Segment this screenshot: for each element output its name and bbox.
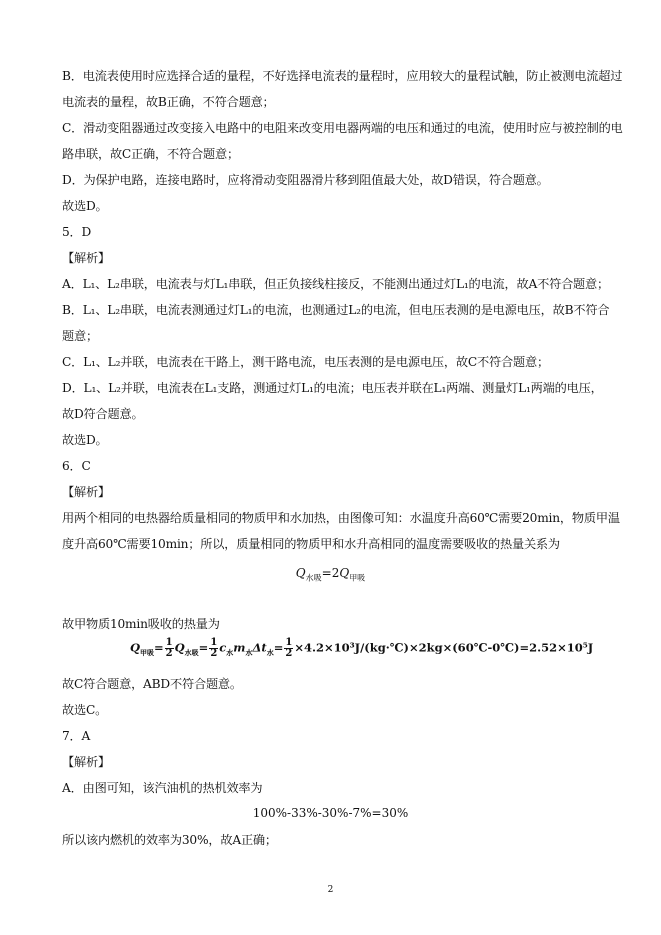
analysis-heading: 【解析】 <box>62 485 110 499</box>
equation-heat-relation: $Q_{水吸}=2Q_{甲吸}$ <box>295 566 366 583</box>
text-line: 故选D。 <box>62 199 108 213</box>
text-line: 题意； <box>62 329 98 343</box>
analysis-heading: 【解析】 <box>62 755 110 769</box>
text-line: C．L₁、L₂并联，电流表在干路上，测干路电流，电压表测的是电源电压，故C不符合题意； <box>62 355 549 369</box>
text-line: 所以该内燃机的效率为30%，故A正确； <box>62 833 277 847</box>
text-line: 故选C。 <box>62 703 108 717</box>
question-answer: 6．C <box>62 459 91 473</box>
text-line: 路串联，故C正确，不符合题意； <box>62 147 239 161</box>
text-line: B．电流表使用时应选择合适的量程，不好选择电流表的量程时，应用较大的量程试触，防止被测电流超过 <box>62 69 623 83</box>
text-line: B．L₁、L₂串联，电流表测通过灯L₁的电流，也测通过L₂的电流，但电压表测的是电源电压，故B不符合 <box>62 303 610 317</box>
page-number: 2 <box>327 885 334 895</box>
text-line: D．L₁、L₂并联，电流表在L₁支路，测通过灯L₁的电流；电压表并联在L₁两端、测量灯L₁两端的电压， <box>62 381 603 395</box>
text-line: 用两个相同的电热器给质量相同的物质甲和水加热，由图像可知：水温度升高60℃需要20min，物质甲温 <box>62 511 620 525</box>
equation-efficiency: 100%-33%-30%-7%=30% <box>252 806 409 820</box>
question-answer: 7．A <box>62 729 91 743</box>
text-line: C．滑动变阻器通过改变接入电路中的电阻来改变用电器两端的电压和通过的电流，使用时应与被控制的电 <box>62 121 623 135</box>
text-line: 电流表的量程，故B正确，不符合题意； <box>62 95 275 109</box>
text-line: 故选D。 <box>62 433 108 447</box>
text-line: D．为保护电路，连接电路时，应将滑动变阻器滑片移到阻值最大处，故D错误，符合题意。 <box>62 173 549 187</box>
text-line: 故C符合题意，ABD不符合题意。 <box>62 677 242 691</box>
analysis-heading: 【解析】 <box>62 251 110 265</box>
text-line: 度升高60℃需要10min；所以，质量相同的物质甲和水升高相同的温度需要吸收的热量关系为 <box>62 537 560 551</box>
equation-heat-calculation: $Q_{甲吸}=$ $\frac{1}{2}$ $Q_{水吸}=$ $\frac{1}{2}$ $c_水m_水\Delta t_水=$ $\frac{1}{2}$ ×4.2×10³J/(kg·℃)×2kg×(60℃-0℃)=2.52×10⁵J <box>130 637 594 659</box>
text-line: 故D符合题意。 <box>62 407 144 421</box>
text-line: 故甲物质10min吸收的热量为 <box>62 617 220 631</box>
text-line: A．由图可知，该汽油机的热机效率为 <box>62 781 263 795</box>
text-line: A．L₁、L₂串联，电流表与灯L₁串联，但正负接线柱接反，不能测出通过灯L₁的电流，故A不符合题意； <box>62 277 610 291</box>
question-answer: 5．D <box>62 225 92 239</box>
